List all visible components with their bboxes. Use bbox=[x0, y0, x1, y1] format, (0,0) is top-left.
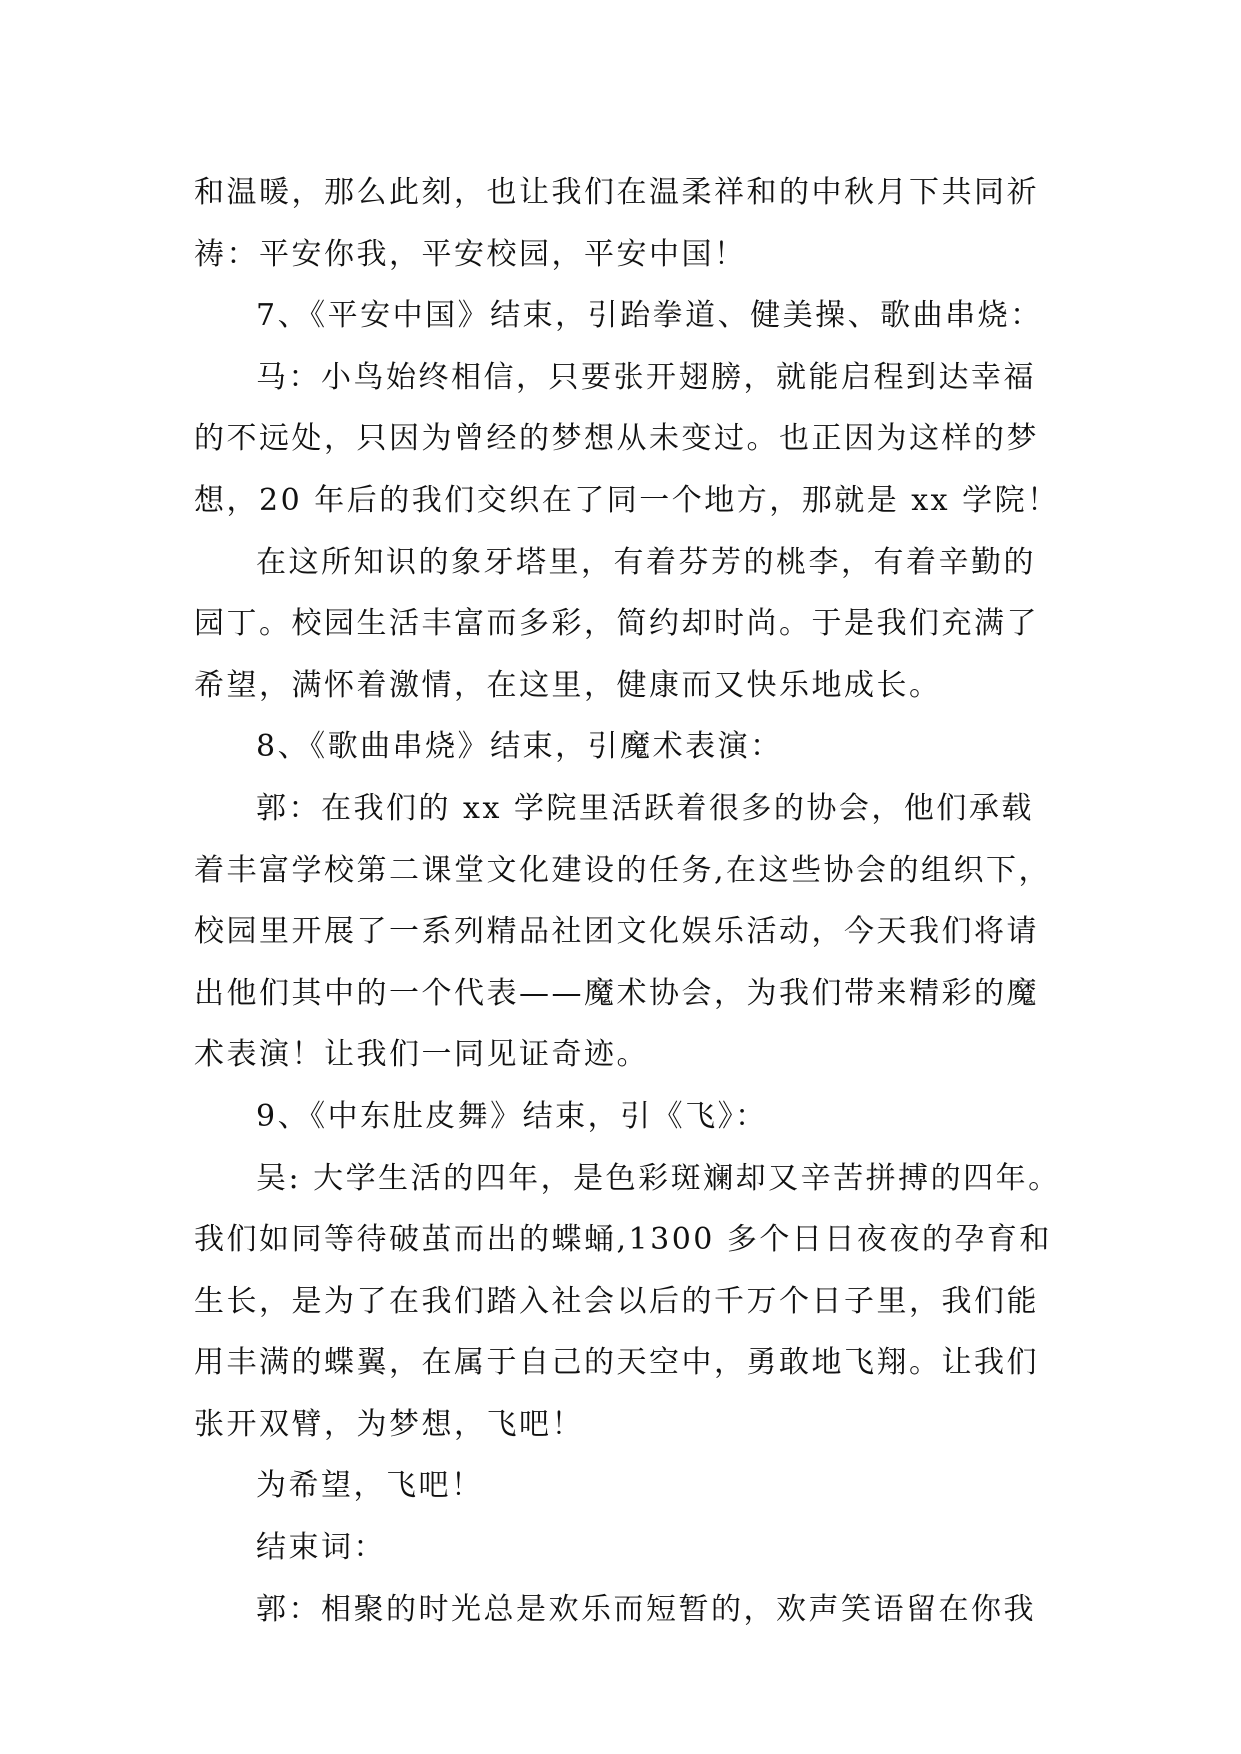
text-line: 生长，是为了在我们踏入社会以后的千万个日子里，我们能 bbox=[194, 1283, 1039, 1319]
text-line: 希望，满怀着激情，在这里，健康而又快乐地成长。 bbox=[194, 667, 942, 703]
text-line: 想，20 年后的我们交织在了同一个地方，那就是 xx 学院！ bbox=[194, 482, 1060, 518]
text-line: 的不远处，只因为曾经的梦想从未变过。也正因为这样的梦 bbox=[194, 421, 1039, 457]
document-body bbox=[194, 162, 1074, 1640]
text-line: 在这所知识的象牙塔里，有着芬芳的桃李，有着辛勤的 bbox=[256, 544, 1036, 580]
text-line: 结束词： bbox=[256, 1530, 386, 1566]
text-line: 出他们其中的一个代表——魔术协会，为我们带来精彩的魔 bbox=[194, 975, 1039, 1011]
text-line: 为希望，飞吧！ bbox=[256, 1468, 484, 1504]
text-line: 郭：在我们的 xx 学院里活跃着很多的协会，他们承载 bbox=[256, 790, 1034, 826]
text-line: 9、《中东肚皮舞》结束，引《飞》： bbox=[256, 1098, 768, 1134]
text-line: 祷：平安你我，平安校园，平安中国！ bbox=[194, 236, 747, 272]
text-line: 和温暖，那么此刻，也让我们在温柔祥和的中秋月下共同祈 bbox=[194, 175, 1039, 210]
text-line: 着丰富学校第二课堂文化建设的任务,在这些协会的组织下， bbox=[194, 852, 1052, 888]
text-line: 我们如同等待破茧而出的蝶蛹,1300 多个日日夜夜的孕育和 bbox=[194, 1222, 1052, 1258]
text-line: 马：小鸟始终相信，只要张开翅膀，就能启程到达幸福 bbox=[256, 359, 1036, 395]
text-line: 7、《平安中国》结束，引跆拳道、健美操、歌曲串烧： bbox=[256, 298, 1043, 334]
text-line: 郭：相聚的时光总是欢乐而短暂的，欢声笑语留在你我 bbox=[256, 1591, 1036, 1627]
text-line: 用丰满的蝶翼，在属于自己的天空中，勇敢地飞翔。让我们 bbox=[194, 1345, 1039, 1381]
text-line: 8、《歌曲串烧》结束，引魔术表演： bbox=[256, 729, 783, 765]
text-line: 校园里开展了一系列精品社团文化娱乐活动，今天我们将请 bbox=[194, 914, 1039, 950]
text-line: 张开双臂，为梦想，飞吧！ bbox=[194, 1406, 584, 1442]
text-line: 吴: 大学生活的四年，是色彩斑斓却又辛苦拼搏的四年。 bbox=[256, 1160, 1061, 1196]
text-line: 园丁。校园生活丰富而多彩，简约却时尚。于是我们充满了 bbox=[194, 606, 1039, 642]
text-line: 术表演！让我们一同见证奇迹。 bbox=[194, 1037, 649, 1073]
